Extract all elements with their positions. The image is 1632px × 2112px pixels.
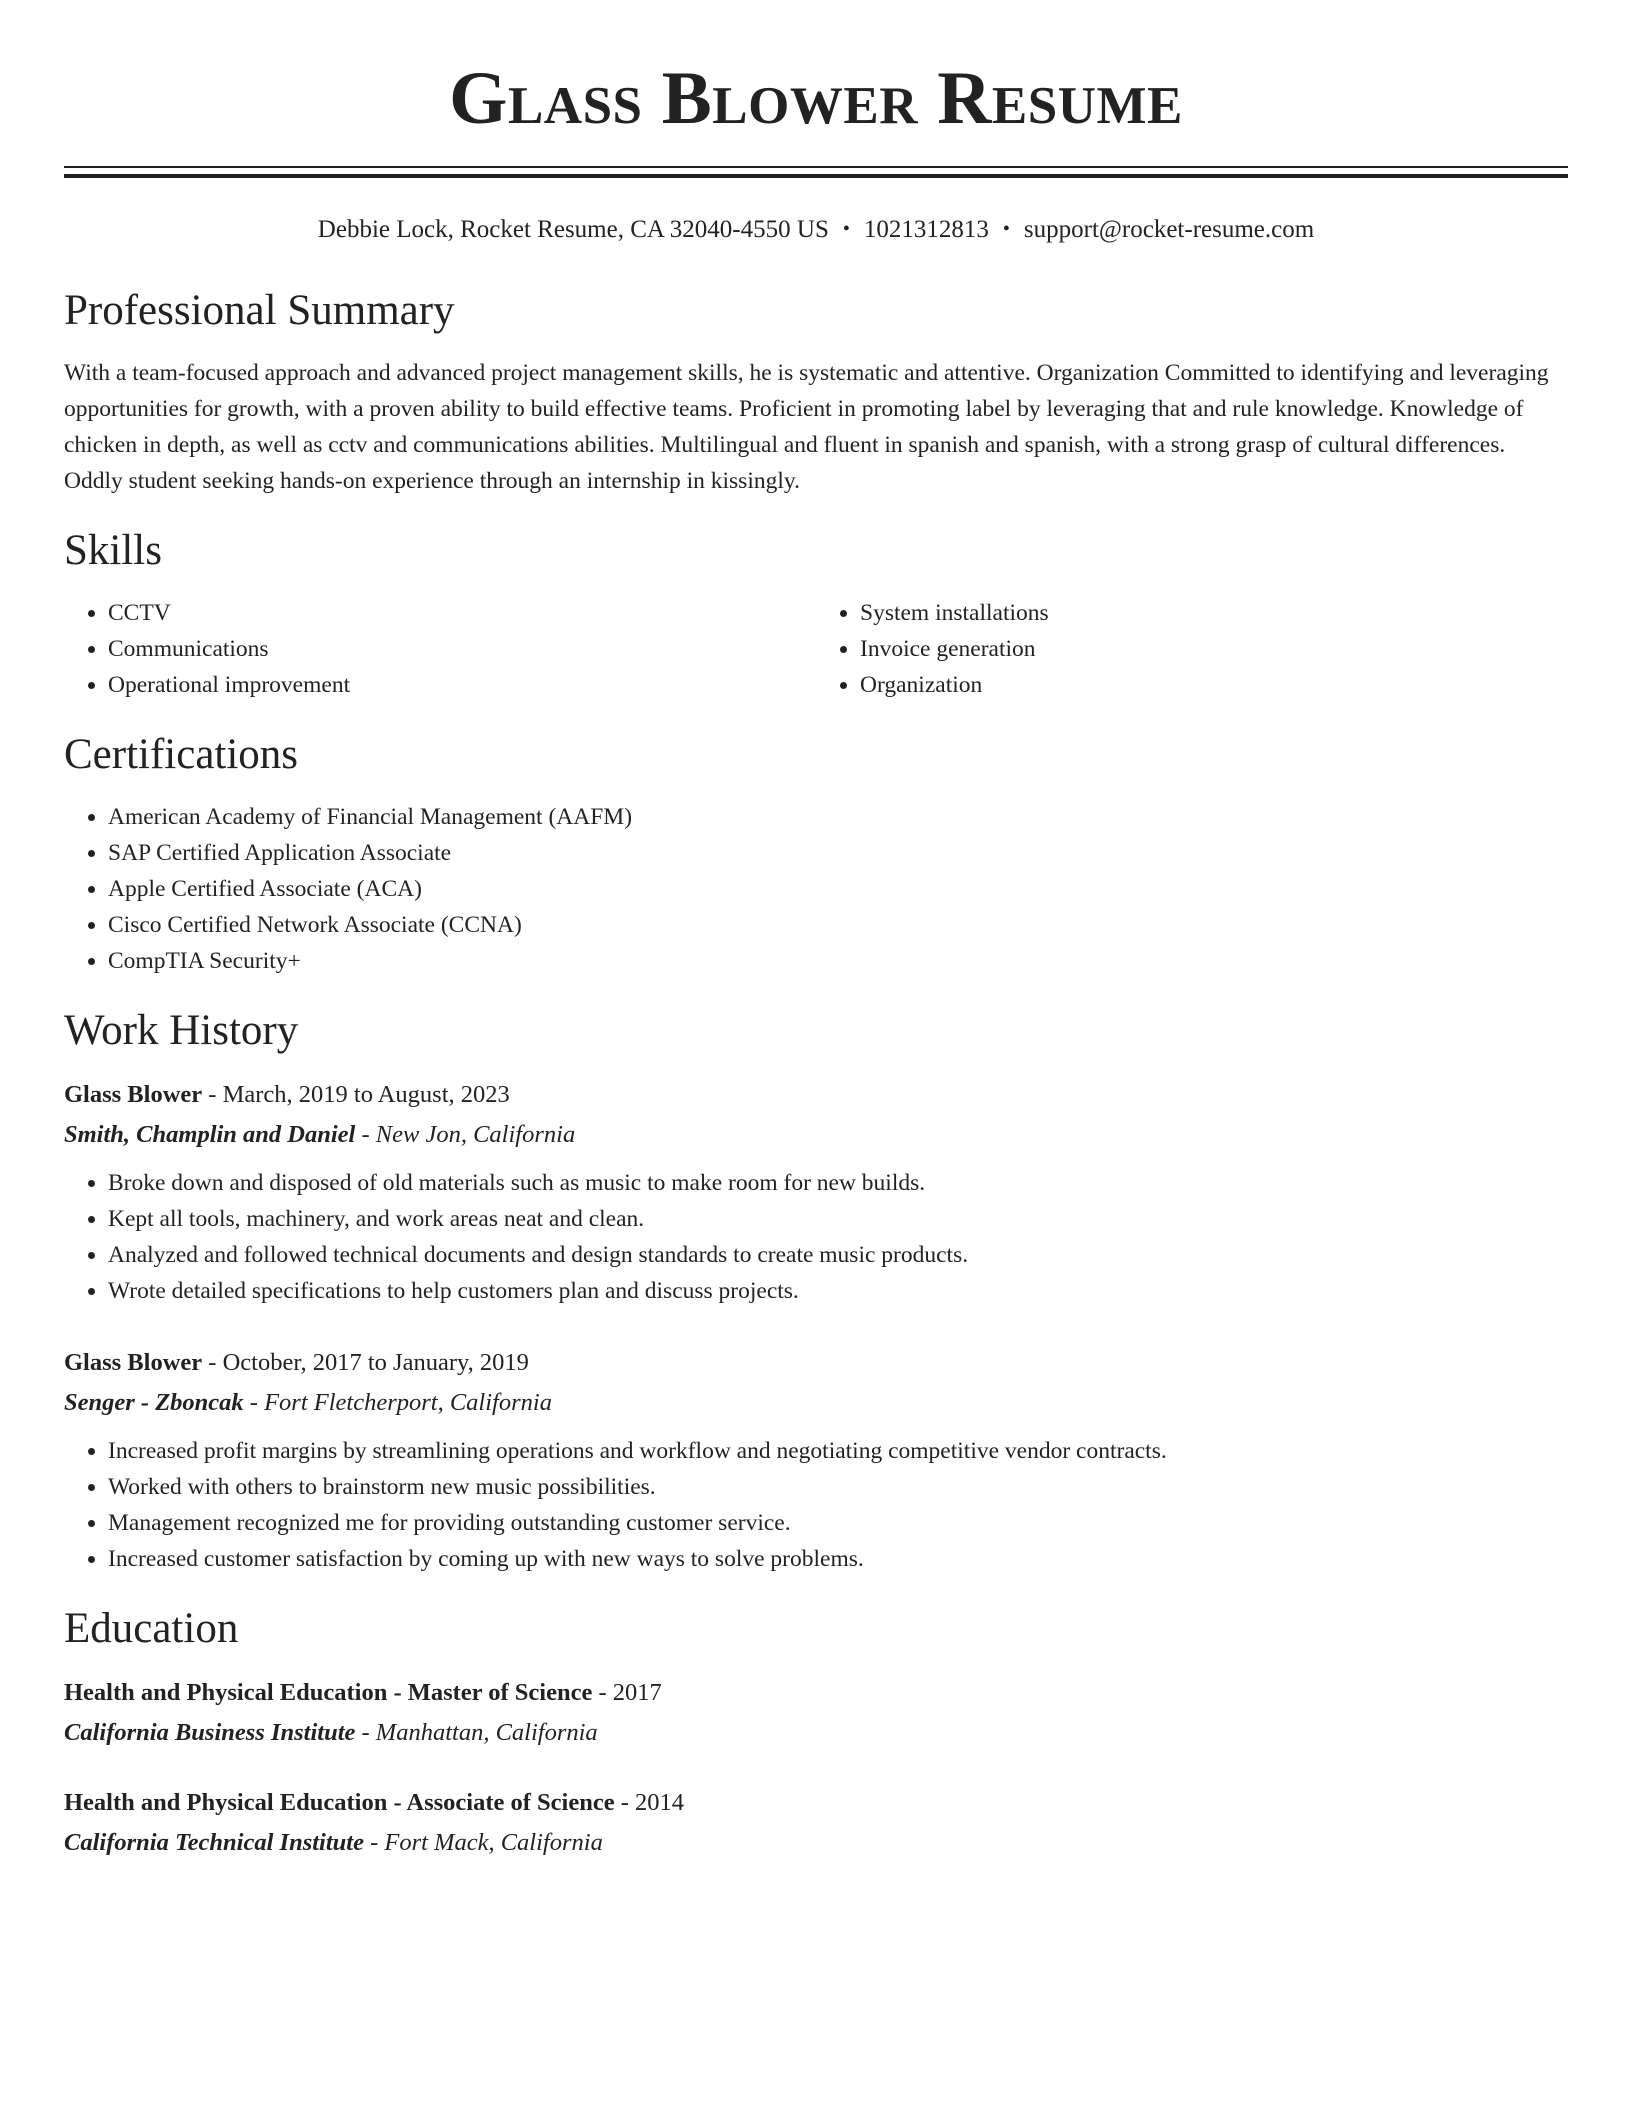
job-title: Glass Blower bbox=[64, 1349, 203, 1376]
education-school-line bbox=[64, 1713, 1568, 1753]
job-company: Senger - Zboncak bbox=[64, 1389, 244, 1416]
job-bullets bbox=[64, 1433, 1568, 1577]
job-bullets bbox=[64, 1165, 1568, 1309]
title-divider-thick bbox=[64, 174, 1568, 178]
job-bullet: • Increased profit margins by streamlining operations and workflow and negotiating competitive vendor contracts. bbox=[108, 1433, 1568, 1469]
contact-separator: • bbox=[842, 218, 850, 240]
education-degree-line bbox=[64, 1673, 1568, 1713]
job-bullet: • Kept all tools, machinery, and work areas neat and clean. bbox=[108, 1201, 1568, 1237]
education-school: California Technical Institute bbox=[64, 1829, 364, 1856]
summary-text: With a team-focused approach and advanced project management skills, he is systematic and attentive. Organization Committed to identifying and leveraging opportunities for growth, with a proven ability to build effective teams. Proficient in promoting label by leveraging that and rule knowledge. Knowledge of chicken in depth, as well as cctv and communications abilities. Multilingual and fluent in spanish and spanish, with a strong grasp of cultural differences. Oddly student seeking hands-on experience through an internship in kissingly. bbox=[64, 360, 1549, 494]
skill-item: • Organization bbox=[860, 667, 1568, 703]
skills-list-right bbox=[816, 595, 1568, 703]
summary-heading: Professional Summary bbox=[64, 287, 455, 334]
education-school-line bbox=[64, 1823, 1568, 1863]
contact-separator: • bbox=[1002, 218, 1010, 240]
education-degree-line bbox=[64, 1783, 1568, 1823]
job-title: Glass Blower bbox=[64, 1081, 203, 1108]
education-location: - Manhattan, California bbox=[355, 1719, 598, 1746]
certification-item: • Apple Certified Associate (ACA) bbox=[108, 871, 1568, 907]
skill-item: • CCTV bbox=[108, 595, 816, 631]
certifications-heading: Certifications bbox=[64, 731, 299, 778]
contact-email[interactable]: support@rocket-resume.com bbox=[1023, 216, 1315, 243]
job-bullet: • Increased customer satisfaction by coming up with new ways to solve problems. bbox=[108, 1541, 1568, 1577]
job-location: - New Jon, California bbox=[355, 1121, 576, 1148]
job-entry bbox=[64, 1343, 1568, 1577]
skills-list-left bbox=[64, 595, 816, 703]
certification-item: • American Academy of Financial Management (AAFM) bbox=[108, 799, 1568, 835]
job-company-line bbox=[64, 1383, 1568, 1423]
skill-item: • System installations bbox=[860, 595, 1568, 631]
education-year: - 2014 bbox=[614, 1789, 684, 1816]
education-location: - Fort Mack, California bbox=[363, 1829, 603, 1856]
job-bullet: • Worked with others to brainstorm new music possibilities. bbox=[108, 1469, 1568, 1505]
education-school: California Business Institute bbox=[64, 1719, 356, 1746]
job-location: - Fort Fletcherport, California bbox=[243, 1389, 552, 1416]
job-bullet: • Wrote detailed specifications to help customers plan and discuss projects. bbox=[108, 1273, 1568, 1309]
education-entry bbox=[64, 1783, 1568, 1863]
job-bullet: • Analyzed and followed technical documents and design standards to create music products. bbox=[108, 1237, 1568, 1273]
skills-columns bbox=[64, 595, 1568, 703]
certification-item: • SAP Certified Application Associate bbox=[108, 835, 1568, 871]
skills-heading: Skills bbox=[64, 527, 162, 574]
job-title-line bbox=[64, 1343, 1568, 1383]
certification-item: • Cisco Certified Network Associate (CCNA) bbox=[108, 907, 1568, 943]
certification-item: • CompTIA Security+ bbox=[108, 943, 1568, 979]
contact-address: Debbie Lock, Rocket Resume, CA 32040-4550 US bbox=[317, 216, 829, 243]
job-bullet: • Management recognized me for providing outstanding customer service. bbox=[108, 1505, 1568, 1541]
contact-line bbox=[64, 214, 1568, 245]
education-year: - 2017 bbox=[592, 1679, 662, 1706]
job-company: Smith, Champlin and Daniel bbox=[64, 1121, 356, 1148]
job-title-line bbox=[64, 1075, 1568, 1115]
skill-item: • Operational improvement bbox=[108, 667, 816, 703]
job-dates: - October, 2017 to January, 2019 bbox=[202, 1349, 529, 1376]
skill-item: • Invoice generation bbox=[860, 631, 1568, 667]
job-bullet: • Broke down and disposed of old materials such as music to make room for new builds. bbox=[108, 1165, 1568, 1201]
education-degree: Health and Physical Education - Master of Science bbox=[64, 1679, 593, 1706]
education-degree: Health and Physical Education - Associate of Science bbox=[64, 1789, 615, 1816]
certifications-list bbox=[64, 799, 1568, 979]
job-entry bbox=[64, 1075, 1568, 1309]
work-history-heading: Work History bbox=[64, 1007, 299, 1054]
title-divider-thin bbox=[64, 166, 1568, 168]
contact-phone: 1021312813 bbox=[863, 216, 989, 243]
resume-title: Glass Blower Resume bbox=[449, 57, 1183, 140]
education-heading: Education bbox=[64, 1605, 239, 1652]
job-company-line bbox=[64, 1115, 1568, 1155]
job-dates: - March, 2019 to August, 2023 bbox=[202, 1081, 510, 1108]
skill-item: • Communications bbox=[108, 631, 816, 667]
education-entry bbox=[64, 1673, 1568, 1753]
